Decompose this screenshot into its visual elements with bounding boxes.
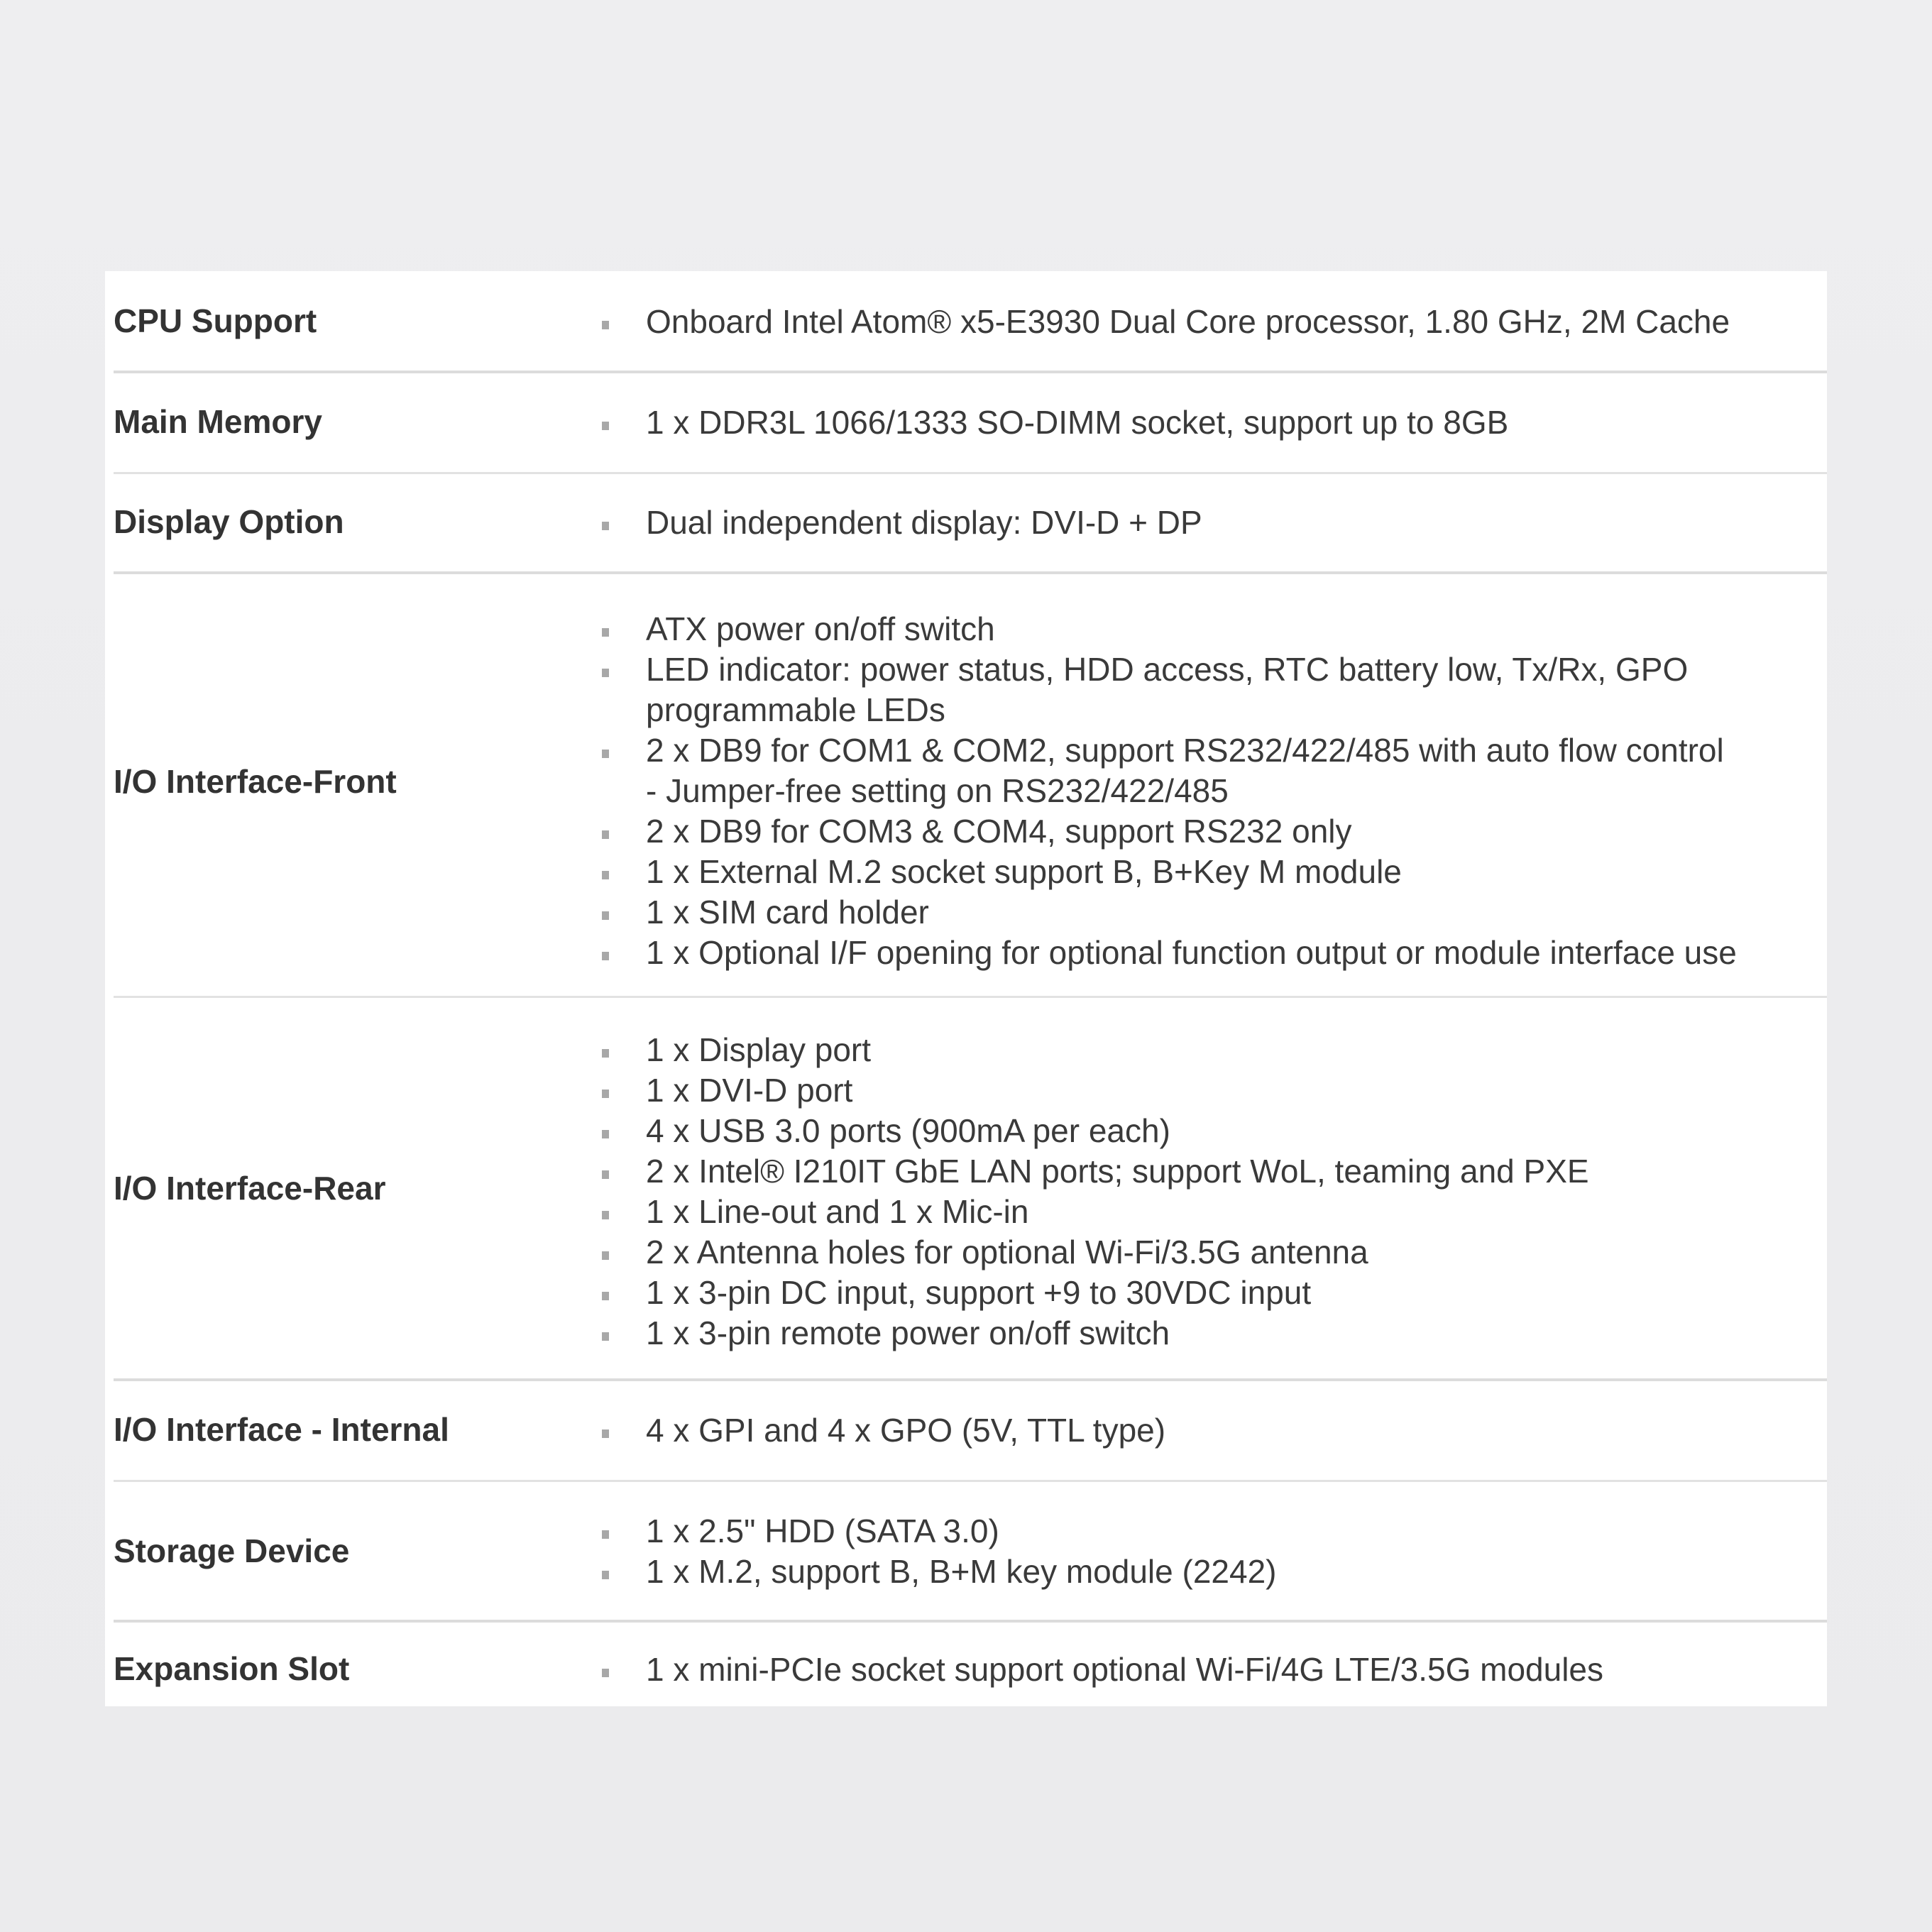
spec-item-continuation: - Jumper-free setting on RS232/422/485: [646, 772, 1229, 809]
spec-row-expansion-slot: [105, 1623, 1827, 1706]
spec-row-main-memory: [105, 373, 1827, 474]
bullet-icon: [602, 1090, 609, 1098]
spec-row-cpu-support: [105, 271, 1827, 373]
spec-item: 1 x DDR3L 1066/1333 SO-DIMM socket, support up to 8GB: [602, 402, 1813, 443]
spec-item-continuation: programmable LEDs: [646, 691, 945, 728]
spec-item: 1 x mini-PCIe socket support optional Wi-Fi/4G LTE/3.5G modules: [602, 1650, 1813, 1690]
spec-label: I/O Interface - Internal: [114, 1411, 449, 1448]
spec-item: 2 x DB9 for COM3 & COM4, support RS232 only: [602, 811, 1813, 852]
spec-item: 1 x Display port: [602, 1030, 1813, 1070]
spec-row-io-internal: [105, 1381, 1827, 1482]
bullet-icon: [602, 830, 609, 839]
spec-row-storage-device: [105, 1482, 1827, 1623]
spec-item: 1 x 2.5" HDD (SATA 3.0): [602, 1511, 1813, 1552]
spec-item: 1 x SIM card holder: [602, 892, 1813, 933]
spec-label: Display Option: [114, 503, 344, 540]
bullet-icon: [602, 321, 609, 329]
bullet-icon: [602, 1292, 609, 1300]
spec-item: 2 x Intel® I210IT GbE LAN ports; support WoL, teaming and PXE: [602, 1151, 1813, 1192]
spec-label: CPU Support: [114, 302, 317, 339]
spec-item: 1 x 3-pin remote power on/off switch: [602, 1313, 1813, 1354]
spec-item: LED indicator: power status, HDD access, RTC battery low, Tx/Rx, GPO: [602, 649, 1813, 690]
spec-label: Storage Device: [114, 1532, 350, 1569]
spec-item: 1 x External M.2 socket support B, B+Key M module: [602, 852, 1813, 892]
spec-item: 4 x GPI and 4 x GPO (5V, TTL type): [602, 1410, 1813, 1451]
spec-row-io-front: [105, 574, 1827, 998]
spec-label: Main Memory: [114, 403, 322, 440]
spec-item: 4 x USB 3.0 ports (900mA per each): [602, 1111, 1813, 1151]
bullet-icon: [602, 1170, 609, 1179]
bullet-icon: [602, 628, 609, 637]
bullet-icon: [602, 1332, 609, 1341]
spec-item: 2 x DB9 for COM1 & COM2, support RS232/422/485 with auto flow control: [602, 730, 1813, 771]
spec-label: I/O Interface-Front: [114, 763, 397, 800]
spec-label: I/O Interface-Rear: [114, 1170, 386, 1207]
bullet-icon: [602, 1211, 609, 1219]
bullet-icon: [602, 871, 609, 879]
bullet-icon: [602, 669, 609, 677]
bullet-icon: [602, 911, 609, 920]
bullet-icon: [602, 1530, 609, 1539]
spec-table: [105, 271, 1827, 1706]
spec-item: ATX power on/off switch: [602, 609, 1813, 649]
bullet-icon: [602, 1049, 609, 1058]
bullet-icon: [602, 422, 609, 430]
bullet-icon: [602, 1251, 609, 1260]
spec-item: 2 x Antenna holes for optional Wi-Fi/3.5G antenna: [602, 1232, 1813, 1273]
spec-item: Onboard Intel Atom® x5-E3930 Dual Core processor, 1.80 GHz, 2M Cache: [602, 302, 1813, 342]
spec-item: Dual independent display: DVI-D + DP: [602, 503, 1813, 543]
bullet-icon: [602, 1429, 609, 1438]
bullet-icon: [602, 522, 609, 530]
spec-row-display-option: [105, 474, 1827, 574]
spec-item: 1 x Optional I/F opening for optional function output or module interface use: [602, 933, 1813, 973]
spec-item: 1 x 3-pin DC input, support +9 to 30VDC input: [602, 1273, 1813, 1313]
bullet-icon: [602, 1571, 609, 1579]
spec-item: 1 x Line-out and 1 x Mic-in: [602, 1192, 1813, 1232]
spec-item: 1 x DVI-D port: [602, 1070, 1813, 1111]
spec-label: Expansion Slot: [114, 1650, 350, 1687]
bullet-icon: [602, 750, 609, 758]
spec-item: 1 x M.2, support B, B+M key module (2242): [602, 1552, 1813, 1592]
bullet-icon: [602, 1669, 609, 1677]
bullet-icon: [602, 1130, 609, 1138]
bullet-icon: [602, 952, 609, 960]
spec-row-io-rear: [105, 998, 1827, 1381]
